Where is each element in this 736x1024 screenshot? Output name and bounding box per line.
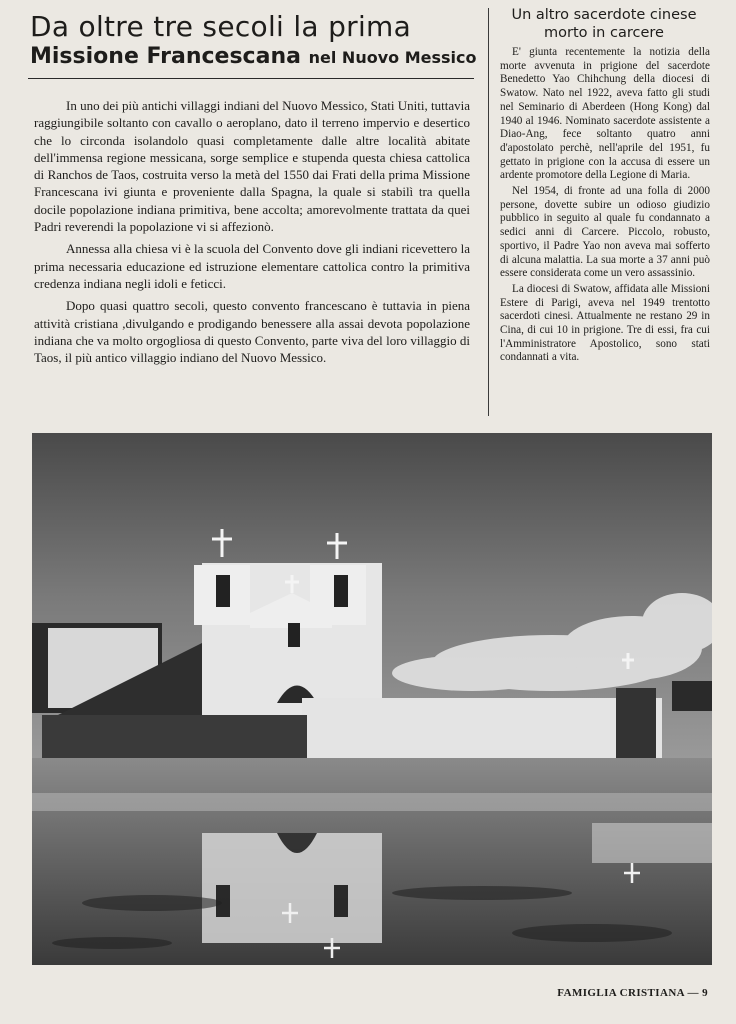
main-paragraph: In uno dei più antichi villaggi indiani del Nuovo Messico, Stati Uniti, tuttavia raggiungibile soltanto con cavallo o aeroplano, dato il terreno impervio e desertico che lo circonda isolandolo quasi completamente dalle altre località abitate dell'immensa regione messicana, sorge semplice e stupenda questa chiesa cattolica di Ranchos de Taos, costruita verso la metà del 1550 dai Frati della prima Missione Francescana ivi giunta e proveniente dalla Spagna, la quale si stabilì tra quella docile popolazione indiana primitiva, bene accolta; amorevolmente trattata da quei Padri reverendi la popolazione vi si affezionò.	[34, 98, 470, 235]
main-title-line2-small: nel Nuovo Messico	[308, 48, 477, 67]
main-paragraph: Annessa alla chiesa vi è la scuola del Convento dove gli indiani ricevettero la prima necessaria educazione ed istruzione elementare cattolica contro la primitiva credenza indiana negli idoli e feticci.	[34, 241, 470, 291]
column-divider	[488, 8, 489, 416]
side-paragraph: E' giunta recentemente la notizia della morte avvenuta in prigione del sacerdote Benedetto Yao Chihchung della diocesi di Swatow. Nato nel 1922, aveva fatto gli studi nel Seminario di Aberdeen (Hong Kong) dal 1940 al 1946. Nominato sacerdote assistente a Diao-Ang, fece soltanto quatro anni d'apostolato perchè, nell'aprile del 1951, fu gettato in prigione con la accusa di essere un ardente promotore della Legione di Maria.	[500, 46, 710, 182]
church-photo	[32, 433, 712, 965]
side-article-body	[500, 46, 710, 367]
side-title-line1: Un altro sacerdote cinese	[511, 7, 697, 23]
side-title-line2: morto in carcere	[544, 25, 664, 41]
main-title-line2	[30, 44, 480, 71]
side-paragraph: La diocesi di Swatow, affidata alle Missioni Estere di Parigi, aveva nel 1949 trentotto sacerdoti cinesi. Attualmente ne restano 29 in Cina, di cui 10 in prigione. Tre di essi, fra cui l'Amministratore Apostolico, sono stati condannati a vita.	[500, 282, 710, 364]
title-rule	[28, 78, 474, 79]
page-footer: FAMIGLIA CRISTIANA — 9	[557, 987, 708, 999]
main-title-line1: Da oltre tre secoli la prima	[30, 10, 412, 43]
main-title-line2-large: Missione Francescana	[30, 44, 301, 69]
main-paragraph: Dopo quasi quattro secoli, questo convento francescano è tuttavia in piena attività cristiana ,divulgando e prodigando benessere alla assai devota popolazione indiana che va molto orgogliosa di questo Convento, parte viva del loro villaggio di Taos, il più antico villaggio indiano del Nuovo Messico.	[34, 298, 470, 366]
main-article-body	[34, 97, 470, 371]
side-article-title	[496, 6, 712, 42]
main-article-title	[30, 10, 480, 71]
side-paragraph: Nel 1954, di fronte ad una folla di 2000 persone, dovette subire un odioso giudizio pubblico in seguito al quale fu condannato a sedici anni di Carcere. Piccolo, robusto, sportivo, il Padre Yao non aveva mai sofferto di alcuna malattia. La sua morte a 37 anni può essere considerata come un vero assassinio.	[500, 185, 710, 280]
